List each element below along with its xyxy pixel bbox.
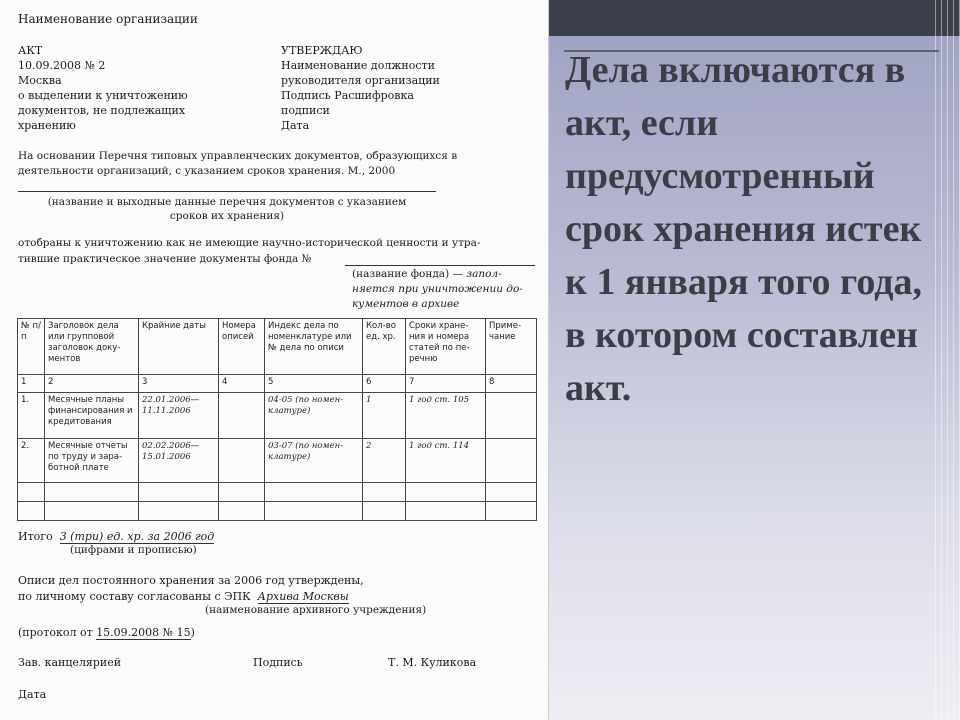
fond-caption-2: няется при уничтожении до- [352,283,523,295]
fond-caption-1: (название фонда) — запол- [352,268,502,280]
fond-caption-3: кументов в архиве [352,298,460,310]
inventory-line-1: Описи дел постоянного хранения за 2006 год утверждены, [18,574,364,587]
number-cell: 2 [45,375,139,393]
approve-date: Дата [281,119,310,132]
table-row [18,439,537,483]
act-date-number: 10.09.2008 № 2 [18,59,106,72]
header-cell: Крайние даты [139,319,219,375]
basis-line-2: деятельности организаций, с указанием сроков хранения. М., 2000 [18,165,396,177]
table-header-row [18,319,537,375]
table-cell [486,393,537,439]
act-subject-line-1: о выделении к уничтожению [18,89,188,102]
header-cell: Сроки хране-ния и номера статей по пе-речню [406,319,486,375]
header-cell: Индекс дела по номенклатуре или № дела по описи [265,319,363,375]
sign-role: Зав. канцелярией [18,656,122,669]
protocol-line: (протокол от 15.09.2008 № 15) [18,626,195,639]
basis-line-1: На основании Перечня типовых управленческих документов, образующихся в [18,150,458,162]
table-empty-row [18,483,537,502]
header-cell: № п/п [18,319,45,375]
date-label: Дата [18,688,47,701]
sign-label: Подпись [253,656,303,669]
slide-body-text: Дела включаются в акт, если предусмотренный срок хранения истек к 1 января того года, в котором составлен акт. [565,49,922,409]
approve-signature-2: подписи [281,104,330,117]
table-cell: 2. [18,439,45,483]
basis-caption-1: (название и выходные данные перечня документов с указанием [47,196,407,208]
act-title: АКТ [18,44,43,57]
table-cell: 03-07 (по номен-клатуре) [265,439,363,483]
number-cell: 5 [265,375,363,393]
selected-line-1: отобраны к уничтожению как не имеющие научно-исторической ценности и утра- [18,237,481,249]
table-row [18,393,537,439]
number-cell: 4 [219,375,265,393]
approve-signature: Подпись Расшифровка [281,89,414,102]
sign-name: Т. М. Куликова [388,656,477,669]
fond-underline [345,265,535,266]
approve-position: Наименование должности [281,59,435,72]
table-cell: 1 год ст. 105 [406,393,486,439]
approve-title: УТВЕРЖДАЮ [281,44,363,57]
inventory-line-2: по личному составу согласованы с ЭПК Архива Москвы [18,590,349,603]
table-cell [486,439,537,483]
act-subject-line-3: хранению [18,119,76,132]
basis-underline [18,191,436,192]
table-cell: Месячные отчеты по труду и зара-ботной плате [45,439,139,483]
number-cell: 6 [363,375,406,393]
number-cell: 1 [18,375,45,393]
selected-line-2: тившие практическое значение документы фонда № [18,253,312,265]
header-cell: Номера описей [219,319,265,375]
table-cell: 1. [18,393,45,439]
number-cell: 7 [406,375,486,393]
act-subject-line-2: документов, не подлежащих [18,104,186,117]
number-cell: 8 [486,375,537,393]
table-number-row [18,375,537,393]
approve-head: руководителя организации [281,74,440,87]
header-cell: Приме-чание [486,319,537,375]
table-cell: 1 год ст. 114 [406,439,486,483]
table-cell: 04-05 (по номен-клатуре) [265,393,363,439]
total-line: Итого 3 (три) ед. хр. за 2006 год [18,530,215,543]
header-cell: Кол-во ед. хр. [363,319,406,375]
org-name: Наименование организации [18,12,198,26]
act-city: Москва [18,74,62,87]
total-caption: (цифрами и прописью) [70,544,197,556]
table-cell [219,439,265,483]
slide-panel [548,0,960,720]
header-cell: Заголовок дела или групповой заголовок доку-ментов [45,319,139,375]
basis-caption-2: сроков их хранения) [169,210,285,222]
table-empty-row [18,502,537,521]
table-cell: Месячные планы финансирования и кредитования [45,393,139,439]
top-decorative-bar [548,0,960,36]
table-cell: 02.02.2006— 15.01.2006 [139,439,219,483]
table-cell [219,393,265,439]
table-cell: 1 [363,393,406,439]
number-cell: 3 [139,375,219,393]
table-cell: 2 [363,439,406,483]
inventory-caption: (наименование архивного учреждения) [205,604,427,616]
act-documents-table [17,318,537,521]
table-cell: 22.01.2006— 11.11.2006 [139,393,219,439]
